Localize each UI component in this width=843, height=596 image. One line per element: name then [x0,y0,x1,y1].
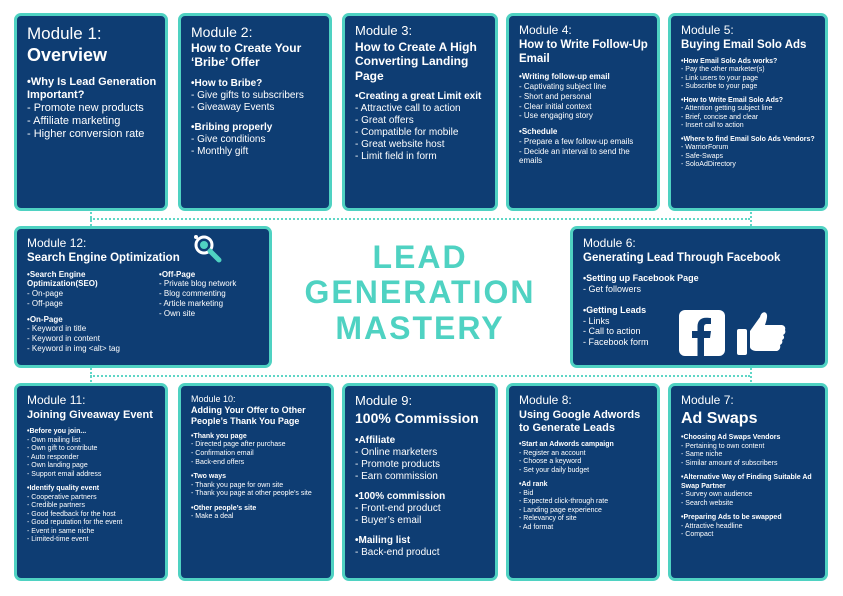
list-item: - Own gift to contribute [27,445,157,454]
list-item: - Off-page [27,299,145,309]
module-2-section-1 [191,78,321,114]
logo-line-2: GENERATION [304,274,536,310]
module-8-card [506,383,660,581]
module-5-section-3 [681,136,817,170]
module-7-subtitle: Ad Swaps [681,409,758,427]
list-item: - Back-end offers [191,459,323,468]
list-item: - Affiliate marketing [27,115,157,128]
list-item: - Keyword in img <alt> tag [27,344,145,354]
module-1-card [14,13,168,211]
section-heading: • Alternative Way of Finding Suitable Ad Swap Partner [681,474,817,491]
list-item: - Short and personal [519,92,649,102]
list-item: - Attractive headline [681,523,817,532]
logo-line-3: MASTERY [335,310,505,346]
list-item: - Great website host [355,139,487,151]
list-item: - Attractive call to action [355,103,487,115]
list-item: - Give conditions [191,134,321,146]
module-12-card [14,226,272,368]
list-item: - Event in same niche [27,528,157,537]
module-3-title: Module 3: [355,23,413,38]
list-item: - Directed page after purchase [191,441,323,450]
section-heading: • Ad rank [519,481,649,490]
list-item: - Facebook form [583,337,817,348]
list-item: - Choose a keyword [519,458,649,467]
section-heading: • Off-Page [159,270,236,280]
module-7-section-1 [681,434,817,468]
list-item: - Giveaway Events [191,102,321,114]
list-item: - Ad format [519,524,649,533]
logo-line-1: LEAD [372,239,468,275]
list-item: - Promote products [355,459,487,471]
module-12-title: Module 12: [27,236,87,250]
module-5-card [668,13,828,211]
list-item: - On-page [27,289,145,299]
list-item: - Captivating subject line [519,82,649,92]
section-heading: • Creating a great Limit exit [355,91,487,103]
list-item: - Landing page experience [519,507,649,516]
list-item: - Insert call to action [681,122,817,131]
list-item: - Thank you page for own site [191,482,323,491]
section-heading: • Bribing properly [191,122,321,134]
module-8-section-1 [519,441,649,475]
list-item: - Link users to your page [681,75,817,84]
section-heading: • Affiliate [355,435,487,447]
module-12-section-3 [159,270,236,319]
module-10-section-2 [191,473,323,499]
list-item: - Cooperative partners [27,494,157,503]
list-item: - Compact [681,531,817,540]
module-6-title: Module 6: [583,236,636,250]
connector-top [90,218,750,220]
list-item: - Attention getting subject line [681,105,817,114]
list-item: - Great offers [355,115,487,127]
module-9-section-3 [355,535,487,559]
list-item: - Brief, concise and clear [681,114,817,123]
module-10-subtitle: Adding Your Offer to Other People’s Thank You Page [191,405,306,427]
module-3-section-1 [355,91,487,163]
list-item: - Keyword in title [27,324,145,334]
list-item: - Pay the other marketer(s) [681,66,817,75]
module-3-card [342,13,498,211]
section-heading: • 100% commission [355,491,487,503]
list-item: - Own site [159,309,236,319]
list-item: - Limit field in form [355,151,487,163]
section-heading: • Other people’s site [191,505,323,514]
section-heading: • How to Bribe? [191,78,321,90]
module-7-section-3 [681,514,817,540]
section-heading: • Thank you page [191,433,323,442]
section-heading: • Start an Adwords campaign [519,441,649,450]
list-item: - Good reputation for the event [27,519,157,528]
module-12-section-1 [27,270,145,309]
module-11-title: Module 11: [27,393,86,407]
list-item: - Safe-Swaps [681,153,817,162]
module-1-title: Module 1: [27,24,102,43]
module-11-card [14,383,168,581]
section-heading: • Before you join... [27,428,157,437]
list-item: - Own mailing list [27,437,157,446]
list-item: - Bid [519,490,649,499]
list-item: - Support email address [27,471,157,480]
list-item: - Private blog network [159,279,236,289]
list-item: - Earn commission [355,471,487,483]
list-item: - Expected click-through rate [519,498,649,507]
list-item: - Register an account [519,450,649,459]
section-heading: • Why Is Lead Generation Important? [27,76,157,102]
module-9-section-1 [355,435,487,483]
list-item: - Call to action [583,326,817,337]
list-item: - Buyer’s email [355,515,487,527]
module-5-section-1 [681,58,817,92]
facebook-icon [679,310,725,356]
module-4-section-2 [519,127,649,166]
list-item: - Blog commenting [159,289,236,299]
module-1-subtitle: Overview [27,44,108,65]
module-8-title: Module 8: [519,393,572,407]
module-5-section-2 [681,97,817,131]
list-item: - Relevancy of site [519,515,649,524]
list-item: - Search website [681,500,817,509]
module-11-subtitle: Joining Giveaway Event [27,408,153,421]
module-10-card [178,383,334,581]
module-4-card [506,13,660,211]
module-10-section-3 [191,505,323,522]
module-7-section-2 [681,474,817,508]
module-12-columns [27,266,261,354]
module-2-section-2 [191,122,321,158]
module-7-card [668,383,828,581]
module-4-subtitle: How to Write Follow-Up Email [519,38,648,65]
module-2-subtitle: How to Create Your ‘Bribe’ Offer [191,41,302,70]
module-9-section-2 [355,491,487,527]
connector-bottom [90,375,750,377]
module-10-section-1 [191,433,323,467]
module-5-subtitle: Buying Email Solo Ads [681,38,807,51]
list-item: - Give gifts to subscribers [191,90,321,102]
module-4-section-1 [519,72,649,121]
list-item: - Compatible for mobile [355,127,487,139]
section-heading: • How Email Solo Ads works? [681,58,817,67]
section-heading: • Setting up Facebook Page [583,273,817,284]
module-9-subtitle: 100% Commission [355,409,479,426]
list-item: - Make a deal [191,513,323,522]
module-3-subtitle: How to Create A High Converting Landing Page [355,39,477,83]
module-2-title: Module 2: [191,24,253,40]
list-item: - Monthly gift [191,146,321,158]
list-item: - Back-end product [355,547,487,559]
section-heading: • Mailing list [355,535,487,547]
list-item: - Pertaining to own content [681,443,817,452]
section-heading: • Identify quality event [27,485,157,494]
list-item: - Clear initial context [519,102,649,112]
module-6-subtitle: Generating Lead Through Facebook [583,251,781,264]
list-item: - Auto responder [27,454,157,463]
section-heading: • Where to find Email Solo Ads Vendors? [681,136,817,145]
list-item: - Own landing page [27,462,157,471]
list-item: - Good feedback for the host [27,511,157,520]
module-5-title: Module 5: [681,23,734,37]
module-9-card [342,383,498,581]
list-item: - Set your daily budget [519,467,649,476]
list-item: - Online marketers [355,447,487,459]
section-heading: • Search Engine Optimization(SEO) [27,270,145,290]
list-item: - Credible partners [27,502,157,511]
list-item: - Thank you page at other people’s site [191,490,323,499]
module-11-section-2 [27,485,157,545]
list-item: - Higher conversion rate [27,128,157,141]
list-item: - Promote new products [27,102,157,115]
list-item: - Article marketing [159,299,236,309]
module-12-section-2 [27,315,145,354]
list-item: - Same niche [681,451,817,460]
module-7-title: Module 7: [681,393,734,407]
module-12-column-left [27,266,145,354]
module-12-column-right [159,266,236,354]
list-item: - Prepare a few follow-up emails [519,137,649,147]
module-12-subtitle: Search Engine Optimization [27,251,180,264]
list-item: - Decide an interval to send the emails [519,147,649,167]
list-item: - Confirmation email [191,450,323,459]
list-item: - Limited-time event [27,536,157,545]
section-heading: • On-Page [27,315,145,325]
section-heading: • Writing follow-up email [519,72,649,82]
list-item: - Subscribe to your page [681,83,817,92]
list-item: - Use engaging story [519,111,649,121]
lead-generation-mastery-logo [290,240,550,360]
module-10-title: Module 10: [191,394,236,404]
section-heading: • Choosing Ad Swaps Vendors [681,434,817,443]
module-8-subtitle: Using Google Adwords to Generate Leads [519,408,641,434]
list-item: - Survey own audience [681,491,817,500]
section-heading: • Preparing Ads to be swapped [681,514,817,523]
module-8-section-2 [519,481,649,532]
list-item: - WarriorForum [681,144,817,153]
module-1-section-1 [27,76,157,141]
section-heading: • Two ways [191,473,323,482]
module-4-title: Module 4: [519,23,572,37]
list-item: - Keyword in content [27,334,145,344]
module-6-section-1 [583,273,817,295]
list-item: - Front-end product [355,503,487,515]
module-2-card [178,13,332,211]
section-heading: • Getting Leads [583,305,817,316]
section-heading: • Schedule [519,127,649,137]
search-icon [192,233,222,263]
list-item: - SoloAdDirectory [681,161,817,170]
section-heading: • How to Write Email Solo Ads? [681,97,817,106]
thumbs-up-icon [736,309,788,357]
list-item: - Get followers [583,284,817,295]
list-item: - Links [583,316,817,327]
module-9-title: Module 9: [355,393,413,408]
list-item: - Similar amount of subscribers [681,460,817,469]
module-11-section-1 [27,428,157,479]
